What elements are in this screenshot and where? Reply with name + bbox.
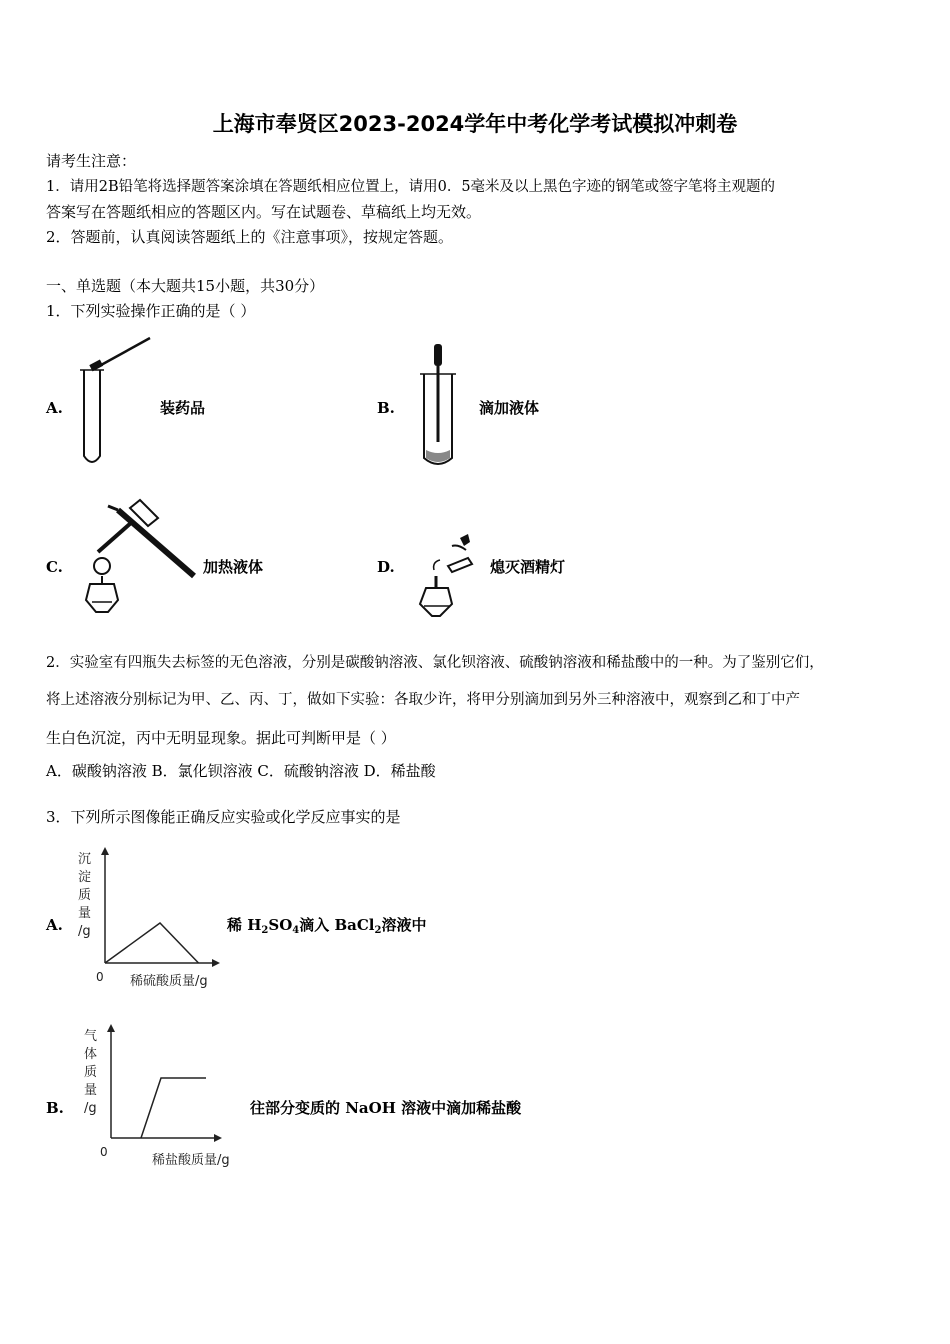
page-title: 上海市奉贤区2023-2024学年中考化学考试模拟冲刺卷: [212, 112, 738, 136]
q1-option-d-label: D.: [377, 558, 395, 576]
chart-a-ylabel-glyph: 淀: [78, 870, 92, 885]
chart-b-origin: 0: [100, 1145, 108, 1159]
q1-option-a-label: A.: [46, 399, 63, 417]
chart-a-ylabel-glyph: 沉: [78, 852, 92, 867]
q1-option-b-text: 滴加液体: [479, 399, 540, 417]
chart-b-ylabel-glyph: 质: [84, 1065, 98, 1080]
q1-option-a-text: 装药品: [160, 399, 206, 417]
chart-b-ylabel-glyph: 体: [84, 1047, 98, 1062]
q3-option-a-text: 稀 $H_2SO_4$滴入 BaCl$_2$溶液中: [227, 916, 427, 936]
chart-a-ylabel-glyph: 量: [78, 906, 92, 921]
chart-b-ylabel: [84, 1029, 97, 1116]
q3-option-a-chart: [70, 845, 230, 995]
chart-b-xlabel: 稀盐酸质量/g: [152, 1153, 230, 1168]
chart-a-origin: 0: [96, 970, 104, 984]
chart-a-y-arrow: [101, 847, 109, 855]
chart-a-xlabel: 稀硫酸质量/g: [130, 974, 208, 989]
q1-option-d-text: 熄灭酒精灯: [490, 558, 566, 576]
chart-a-ylabel-glyph: 质: [78, 888, 92, 903]
q1-stem: 1．下列实验操作正确的是（ ）: [46, 302, 256, 320]
q1-option-c-text: 加热液体: [203, 558, 264, 576]
chart-b-ylabel-glyph: 气: [84, 1029, 98, 1044]
chart-b-ylabel-glyph: 量: [84, 1083, 98, 1098]
chart-a-x-arrow: [212, 959, 220, 967]
q2-line-2: 将上述溶液分别标记为甲、乙、丙、丁，做如下实验：各取少许，将甲分别滴加到另外三种溶液中，观察到乙和丁中产: [46, 692, 800, 708]
q3-option-a-label: A.: [46, 916, 63, 934]
q2-line-3: 生白色沉淀，丙中无明显现象。据此可判断甲是（ ）: [46, 729, 396, 747]
q1-option-c-label: C.: [46, 558, 63, 576]
q1-option-c-heating-image: [78, 498, 203, 623]
chart-b-y-arrow: [107, 1024, 115, 1032]
chart-a-ylabel: [78, 852, 91, 939]
chart-b-series-line: [141, 1078, 206, 1138]
q2-options: A．碳酸钠溶液 B．氯化钡溶液 C．硫酸钠溶液 D．稀盐酸: [46, 762, 436, 780]
chart-b-ylabel-glyph: /g: [84, 1101, 97, 1116]
notice-line-3: 2．答题前，认真阅读答题纸上的《注意事项》，按规定答题。: [46, 228, 454, 246]
chart-a-ylabel-glyph: /g: [78, 924, 91, 939]
notice-line-1: 1．请用2B铅笔将选择题答案涂填在答题纸相应位置上，请用0．5毫米及以上黑色字迹的钢笔或签字笔将主观题的: [46, 179, 776, 195]
q1-option-b-dropper-image: [418, 342, 468, 472]
notice-heading: 请考生注意：: [46, 152, 137, 170]
q1-option-b-label: B.: [377, 399, 395, 417]
q3-stem: 3．下列所示图像能正确反应实验或化学反应事实的是: [46, 808, 401, 826]
chart-a-series-line: [105, 923, 199, 963]
q2-line-1: 2．实验室有四瓶失去标签的无色溶液，分别是碳酸钠溶液、氯化钡溶液、硫酸钠溶液和稀盐酸中的一种。为了鉴别它们，: [46, 655, 824, 671]
q3-option-b-label: B.: [46, 1099, 64, 1117]
q1-option-d-lamp-image: [412, 532, 492, 624]
section-heading: 一、单选题（本大题共15小题，共30分）: [46, 277, 325, 295]
notice-line-2: 答案写在答题纸相应的答题区内。写在试题卷、草稿纸上均无效。: [46, 203, 482, 221]
q1-option-a-test-tube-image: [70, 334, 160, 469]
q3-option-b-chart: [76, 1020, 251, 1172]
q3-option-b-text: 往部分变质的 NaOH 溶液中滴加稀盐酸: [250, 1099, 522, 1117]
chart-b-x-arrow: [214, 1134, 222, 1142]
